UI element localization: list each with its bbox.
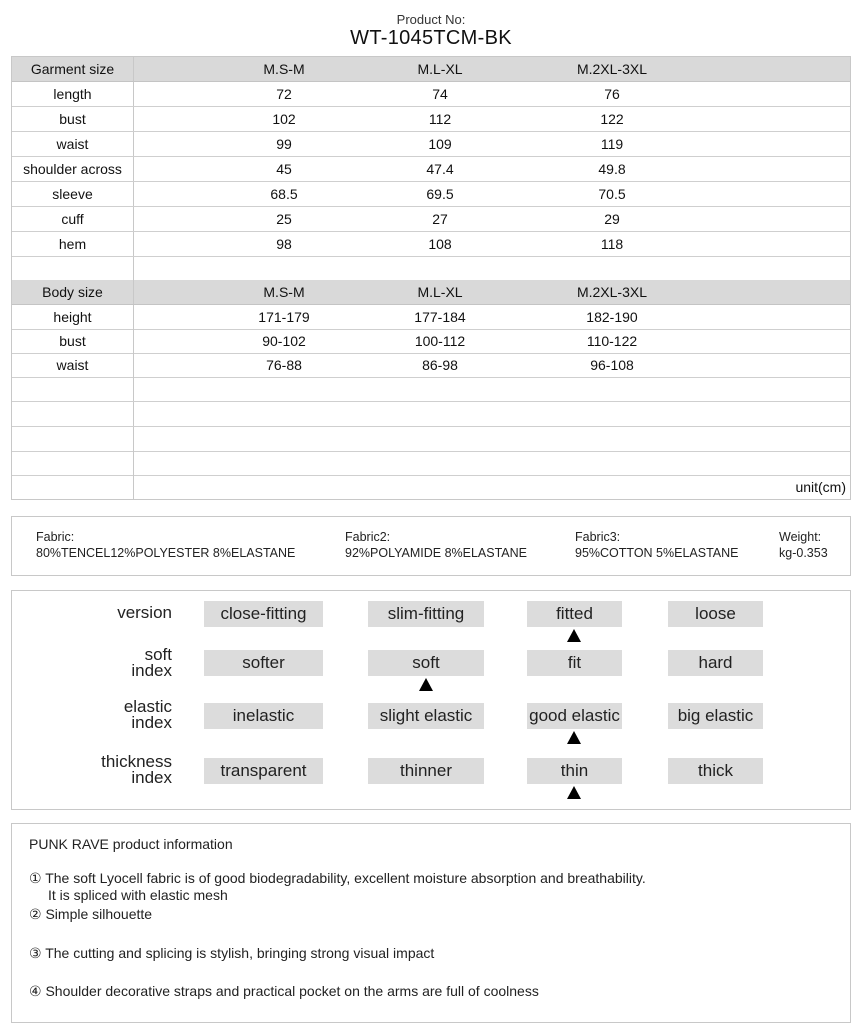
soft-selected-marker-icon [419,678,433,691]
info-title: PUNK RAVE product information [29,836,233,852]
size-column-header: M.L-XL [417,284,463,300]
table-row [12,132,850,157]
table-cell: 90-102 [262,333,306,349]
table-cell: 74 [432,86,448,102]
index-option: inelastic [204,703,323,729]
weight-value: kg-0.353 [779,546,828,560]
measurement-label: waist [12,353,134,377]
measurement-label: height [12,305,134,329]
table-cell: 27 [432,211,448,227]
size-column-header: M.2XL-3XL [576,61,648,77]
fabric-value: 95%COTTON 5%ELASTANE [575,546,739,560]
body-size-heading: Body size [12,280,134,304]
garment-size-heading: Garment size [12,57,134,81]
empty-cell [12,402,134,426]
index-option: big elastic [668,703,763,729]
index-option: thin [527,758,622,784]
fabric-value: 92%POLYAMIDE 8%ELASTANE [345,546,528,560]
table-cell: 99 [276,136,292,152]
table-row [12,82,850,107]
index-option: soft [368,650,484,676]
index-option: close-fitting [204,601,323,627]
table-cell: 108 [428,236,452,252]
product-number-label: Product No: [396,12,466,27]
product-info [11,823,851,1023]
table-cell: 171-179 [258,309,310,325]
empty-cell [12,427,134,451]
info-item [29,945,434,962]
table-cell: 76 [604,86,620,102]
info-subtext: It is spliced with elastic mesh [48,887,228,903]
size-column-header: M.S-M [263,284,305,300]
body-size-header-row [12,280,850,305]
empty-row [12,402,850,427]
weight [779,529,828,561]
fabric-1 [36,529,295,561]
table-cell: 45 [276,161,292,177]
table-cell: 49.8 [598,161,626,177]
empty-cell [12,451,134,475]
fabric-2 [345,529,527,561]
info-item [29,983,539,1000]
measurement-label: shoulder across [12,157,134,181]
info-item [29,906,152,923]
table-cell: 70.5 [598,186,626,202]
circled-number-2: ② [29,906,42,922]
table-cell: 118 [600,236,624,252]
weight-label: Weight: [779,530,822,544]
index-option: slim-fitting [368,601,484,627]
size-column-header: M.S-M [263,61,305,77]
measurement-label: length [12,82,134,106]
empty-cell [12,475,134,499]
index-option: softer [204,650,323,676]
table-cell: 72 [276,86,292,102]
product-code: WT-1045TCM-BK [350,27,512,49]
table-row [12,107,850,132]
circled-number-1: ① [29,870,42,886]
index-option: hard [668,650,763,676]
empty-row [12,451,850,476]
table-cell: 182-190 [586,309,638,325]
index-option: slight elastic [368,703,484,729]
empty-row [12,427,850,452]
table-row [12,305,850,330]
garment-size-header-row [12,57,850,82]
table-cell: 112 [428,111,452,127]
fabric-3 [575,529,738,561]
table-row [12,329,850,354]
elastic-selected-marker-icon [567,731,581,744]
index-option: loose [668,601,763,627]
index-option: thick [668,758,763,784]
table-cell: 100-112 [414,333,466,349]
empty-row [12,377,850,402]
index-option: thinner [368,758,484,784]
measurement-label: waist [12,132,134,156]
table-row [12,182,850,207]
thickness-selected-marker-icon [567,786,581,799]
table-cell: 119 [600,136,624,152]
measurement-label: bust [12,329,134,353]
empty-row [12,257,850,282]
info-text: The cutting and splicing is stylish, bringing strong visual impact [45,945,435,961]
table-cell: 76-88 [266,357,302,373]
fabric-label: Fabric: [36,530,75,544]
fabric-label: Fabric2: [345,530,391,544]
unit-label: unit(cm) [795,479,846,495]
measurement-label: cuff [12,207,134,231]
size-column-header: M.2XL-3XL [576,284,648,300]
table-cell: 109 [428,136,452,152]
info-text: Shoulder decorative straps and practical pocket on the arms are full of coolness [45,983,539,999]
table-row [12,157,850,182]
size-table [11,56,851,500]
info-item [29,870,646,887]
empty-cell [12,377,134,401]
version-selected-marker-icon [567,629,581,642]
fabric-label: Fabric3: [575,530,621,544]
unit-row [12,475,850,499]
soft-index-label: soft index [131,645,172,680]
table-cell: 69.5 [426,186,454,202]
index-panel [11,590,851,810]
elastic-index-label: elastic index [123,697,172,732]
version-label: version [117,603,172,622]
circled-number-3: ③ [29,945,42,961]
table-cell: 68.5 [270,186,298,202]
measurement-label: bust [12,107,134,131]
measurement-label: sleeve [12,182,134,206]
thickness-index-label: thickness index [101,752,172,787]
index-option: fit [527,650,622,676]
table-cell: 122 [600,111,624,127]
index-option: fitted [527,601,622,627]
table-row [12,353,850,378]
index-option: good elastic [527,703,622,729]
table-cell: 110-122 [586,333,638,349]
table-row [12,207,850,232]
fabric-value: 80%TENCEL12%POLYESTER 8%ELASTANE [36,546,296,560]
info-text: Simple silhouette [45,906,153,922]
empty-cell [12,257,134,281]
fabric-info [11,516,851,576]
table-cell: 98 [276,236,292,252]
table-cell: 86-98 [422,357,458,373]
table-cell: 29 [604,211,620,227]
table-cell: 47.4 [426,161,454,177]
size-column-header: M.L-XL [417,61,463,77]
table-cell: 25 [276,211,292,227]
table-row [12,232,850,257]
table-cell: 177-184 [414,309,466,325]
info-text: The soft Lyocell fabric is of good biodegradability, excellent moisture absorption and breathability. [45,870,646,886]
table-cell: 102 [272,111,296,127]
measurement-label: hem [12,232,134,256]
index-option: transparent [204,758,323,784]
circled-number-4: ④ [29,983,42,999]
table-cell: 96-108 [590,357,634,373]
